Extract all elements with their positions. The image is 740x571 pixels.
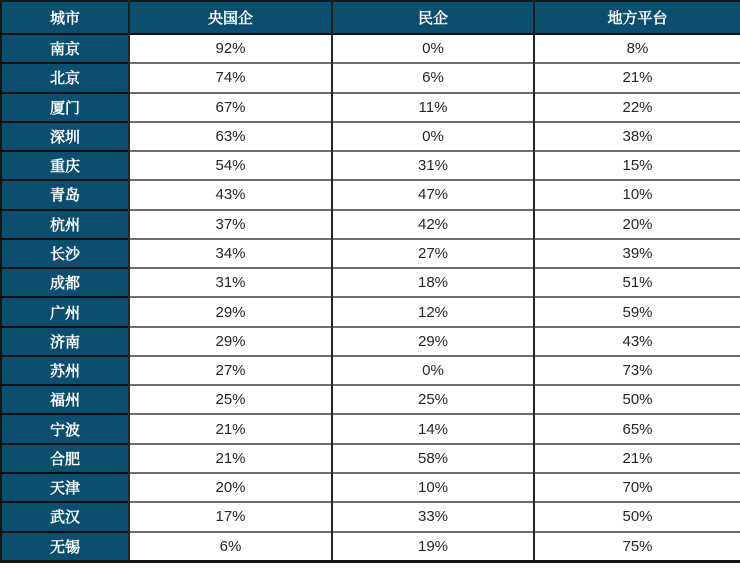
table-row [1,151,740,180]
cell-private: 6% [332,63,534,92]
cell-local-platform: 21% [534,444,740,473]
header-row [1,1,740,34]
column-header-local-platform: 地方平台 [534,1,740,34]
column-header-private: 民企 [332,1,534,34]
row-header-city: 福州 [1,385,129,414]
row-header-city: 深圳 [1,122,129,151]
cell-central-soe: 37% [129,210,332,239]
table-row [1,356,740,385]
cell-local-platform: 73% [534,356,740,385]
cell-private: 27% [332,239,534,268]
cell-local-platform: 70% [534,473,740,502]
table-row [1,93,740,122]
row-header-city: 青岛 [1,180,129,209]
table-body [1,34,740,562]
table-row [1,34,740,63]
cell-private: 0% [332,122,534,151]
cell-local-platform: 50% [534,385,740,414]
cell-central-soe: 63% [129,122,332,151]
table-row [1,180,740,209]
table-row [1,444,740,473]
cell-central-soe: 20% [129,473,332,502]
row-header-city: 厦门 [1,93,129,122]
row-header-city: 重庆 [1,151,129,180]
cell-central-soe: 43% [129,180,332,209]
cell-central-soe: 92% [129,34,332,63]
table-row [1,327,740,356]
cell-local-platform: 10% [534,180,740,209]
column-header-city: 城市 [1,1,129,34]
cell-central-soe: 6% [129,532,332,562]
row-header-city: 长沙 [1,239,129,268]
row-header-city: 南京 [1,34,129,63]
table-row [1,63,740,92]
table-row [1,239,740,268]
row-header-city: 杭州 [1,210,129,239]
cell-private: 14% [332,414,534,443]
cell-central-soe: 31% [129,268,332,297]
cell-central-soe: 29% [129,297,332,326]
cell-central-soe: 21% [129,444,332,473]
cell-central-soe: 27% [129,356,332,385]
column-header-central-soe: 央国企 [129,1,332,34]
row-header-city: 广州 [1,297,129,326]
cell-private: 19% [332,532,534,562]
cell-local-platform: 51% [534,268,740,297]
row-header-city: 无锡 [1,532,129,562]
cell-local-platform: 22% [534,93,740,122]
cell-local-platform: 65% [534,414,740,443]
row-header-city: 苏州 [1,356,129,385]
cell-private: 58% [332,444,534,473]
table-row [1,122,740,151]
cell-local-platform: 43% [534,327,740,356]
table-row [1,210,740,239]
cell-local-platform: 20% [534,210,740,239]
cell-central-soe: 21% [129,414,332,443]
row-header-city: 武汉 [1,502,129,531]
cell-central-soe: 67% [129,93,332,122]
cell-local-platform: 21% [534,63,740,92]
table-row [1,268,740,297]
cell-central-soe: 34% [129,239,332,268]
row-header-city: 合肥 [1,444,129,473]
cell-private: 12% [332,297,534,326]
row-header-city: 宁波 [1,414,129,443]
cell-central-soe: 29% [129,327,332,356]
row-header-city: 济南 [1,327,129,356]
cell-private: 47% [332,180,534,209]
row-header-city: 成都 [1,268,129,297]
cell-central-soe: 17% [129,502,332,531]
cell-local-platform: 39% [534,239,740,268]
table-header [1,1,740,34]
cell-central-soe: 74% [129,63,332,92]
cell-local-platform: 8% [534,34,740,63]
cell-private: 0% [332,34,534,63]
cell-central-soe: 54% [129,151,332,180]
table-row [1,414,740,443]
cell-private: 29% [332,327,534,356]
cell-private: 25% [332,385,534,414]
table-row [1,297,740,326]
cell-local-platform: 15% [534,151,740,180]
cell-private: 33% [332,502,534,531]
cell-private: 0% [332,356,534,385]
row-header-city: 北京 [1,63,129,92]
cell-private: 10% [332,473,534,502]
cell-private: 18% [332,268,534,297]
cell-local-platform: 59% [534,297,740,326]
table-row [1,502,740,531]
table-row [1,532,740,562]
table-row [1,385,740,414]
table-row [1,473,740,502]
cell-central-soe: 25% [129,385,332,414]
row-header-city: 天津 [1,473,129,502]
cell-private: 11% [332,93,534,122]
cell-local-platform: 75% [534,532,740,562]
cell-local-platform: 50% [534,502,740,531]
cell-private: 31% [332,151,534,180]
cell-local-platform: 38% [534,122,740,151]
cell-private: 42% [332,210,534,239]
